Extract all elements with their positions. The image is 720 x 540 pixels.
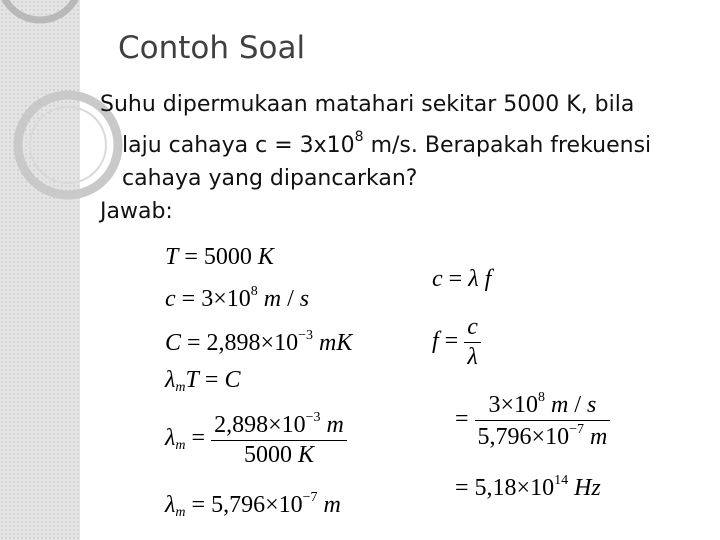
fraction: $\frac{c}{\lambda}$ bbox=[464, 314, 481, 371]
fraction: $\frac{2,898\times 10^{-3} m}{5000 K}$ bbox=[211, 410, 347, 469]
answer-label: Jawab: bbox=[100, 199, 173, 224]
equation-frequency-formula: f = $\frac{c}{\lambda}$ bbox=[432, 314, 481, 371]
slide-title: Contoh Soal bbox=[118, 30, 306, 66]
question-line-1: Suhu dipermukaan matahari sekitar 5000 K, bila bbox=[100, 92, 635, 117]
equation-frequency-substitution: = $\frac{3\times 10^8 m / s}{5,796\times 10^{-7} m}$ bbox=[455, 390, 610, 451]
equation-lambda-result: $\lambda_m = 5,796\times 10^{-7}$ m bbox=[165, 490, 341, 520]
question-text bbox=[100, 88, 700, 228]
equation-wien-law: $\lambda_mT = C$ bbox=[165, 367, 241, 395]
equation-speed-of-light: $c = 3\times 10^8$ m / s bbox=[165, 284, 310, 312]
equation-wien-constant: $C = 2,898\times 10^{-3}$ mK bbox=[165, 328, 353, 356]
equation-wave-relation: c = λ f bbox=[432, 266, 492, 292]
equation-lambda-fraction: $\lambda_m$ = $\frac{2,898\times 10^{-3} m}{5000 K}$ bbox=[165, 410, 347, 469]
fraction: $\frac{3\times 10^8 m / s}{5,796\times 10^{-7} m}$ bbox=[475, 390, 611, 451]
equation-frequency-result: = $5,18\times 10^{14}$ Hz bbox=[455, 473, 601, 501]
equation-temperature: T = 5000 K bbox=[165, 244, 274, 270]
question-line-2: laju cahaya $c = 3x10^8$ m/s. Berapakah frekuensi bbox=[122, 129, 652, 158]
question-line-3: cahaya yang dipancarkan? bbox=[122, 166, 418, 191]
